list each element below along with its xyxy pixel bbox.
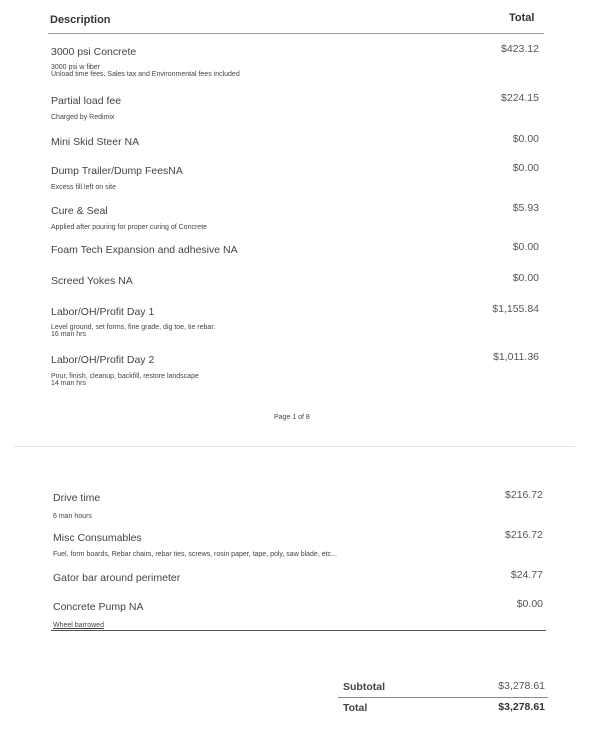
line-item-amount: $24.77 bbox=[510, 569, 543, 581]
line-item-note: Unload time fees, Sales tax and Environmental fees included bbox=[51, 71, 240, 78]
items-bottom-divider bbox=[51, 630, 546, 631]
line-item-amount: $216.72 bbox=[505, 489, 543, 501]
line-item-description: Partial load fee bbox=[51, 95, 122, 107]
page-number: Page 1 of 8 bbox=[274, 414, 310, 421]
line-item-note: 16 man hrs bbox=[51, 331, 87, 338]
total-column-header: Total bbox=[509, 12, 535, 24]
header-divider bbox=[48, 33, 544, 34]
line-item-note: 14 man hrs bbox=[51, 380, 87, 387]
line-item-note: Charged by Redimix bbox=[51, 114, 115, 121]
line-item-description: Foam Tech Expansion and adhesive NA bbox=[51, 244, 238, 256]
line-item-amount: $0.00 bbox=[512, 241, 539, 253]
summary-divider bbox=[338, 697, 548, 698]
line-item-description: Dump Trailer/Dump FeesNA bbox=[51, 165, 183, 177]
line-item-note: Level ground, set forms, fine grade, dig toe, tie rebar. bbox=[51, 324, 216, 331]
line-item-description: Labor/OH/Profit Day 1 bbox=[51, 306, 155, 318]
line-item-amount: $0.00 bbox=[512, 162, 539, 174]
line-item-amount: $224.15 bbox=[501, 92, 539, 104]
line-item-description: Screed Yokes NA bbox=[51, 275, 133, 287]
line-item-note: Wheel barrowed bbox=[53, 622, 104, 629]
line-item-amount: $1,155.84 bbox=[492, 303, 539, 315]
line-item-note: Pour, finish, cleanup, backfill, restore landscape bbox=[51, 373, 199, 380]
line-item-description: Gator bar around perimeter bbox=[53, 572, 181, 584]
total-label: Total bbox=[343, 702, 368, 714]
line-item-description: Misc Consumables bbox=[53, 532, 142, 544]
line-item-amount: $5.93 bbox=[512, 202, 539, 214]
subtotal-value: $3,278.61 bbox=[498, 680, 545, 692]
subtotal-label: Subtotal bbox=[343, 681, 385, 693]
page-break-divider bbox=[14, 446, 575, 447]
line-item-amount: $0.00 bbox=[516, 598, 543, 610]
line-item-amount: $1,011.36 bbox=[493, 351, 539, 363]
line-item-note: 3000 psi w fiber bbox=[51, 64, 101, 71]
line-item-description: Mini Skid Steer NA bbox=[51, 136, 140, 148]
line-item-note: Applied after pouring for proper curing of Concrete bbox=[51, 224, 208, 231]
line-item-description: Concrete Pump NA bbox=[53, 601, 144, 613]
line-item-description: Drive time bbox=[53, 492, 101, 504]
line-item-note: Fuel, form boards, Rebar chairs, rebar ties, screws, rosin paper, tape, poly, saw blade, etc... bbox=[53, 551, 337, 558]
line-item-amount: $423.12 bbox=[501, 43, 539, 55]
line-item-description: Labor/OH/Profit Day 2 bbox=[51, 354, 155, 366]
line-item-description: 3000 psi Concrete bbox=[51, 46, 137, 58]
line-item-amount: $0.00 bbox=[512, 272, 539, 284]
line-item-note: 6 man hours bbox=[53, 513, 92, 520]
line-item-description: Cure & Seal bbox=[51, 205, 108, 217]
line-item-amount: $0.00 bbox=[512, 133, 539, 145]
total-value: $3,278.61 bbox=[498, 701, 545, 713]
line-item-amount: $216.72 bbox=[505, 529, 543, 541]
description-column-header: Description bbox=[50, 14, 111, 26]
line-item-note: Excess fill left on site bbox=[51, 184, 116, 191]
